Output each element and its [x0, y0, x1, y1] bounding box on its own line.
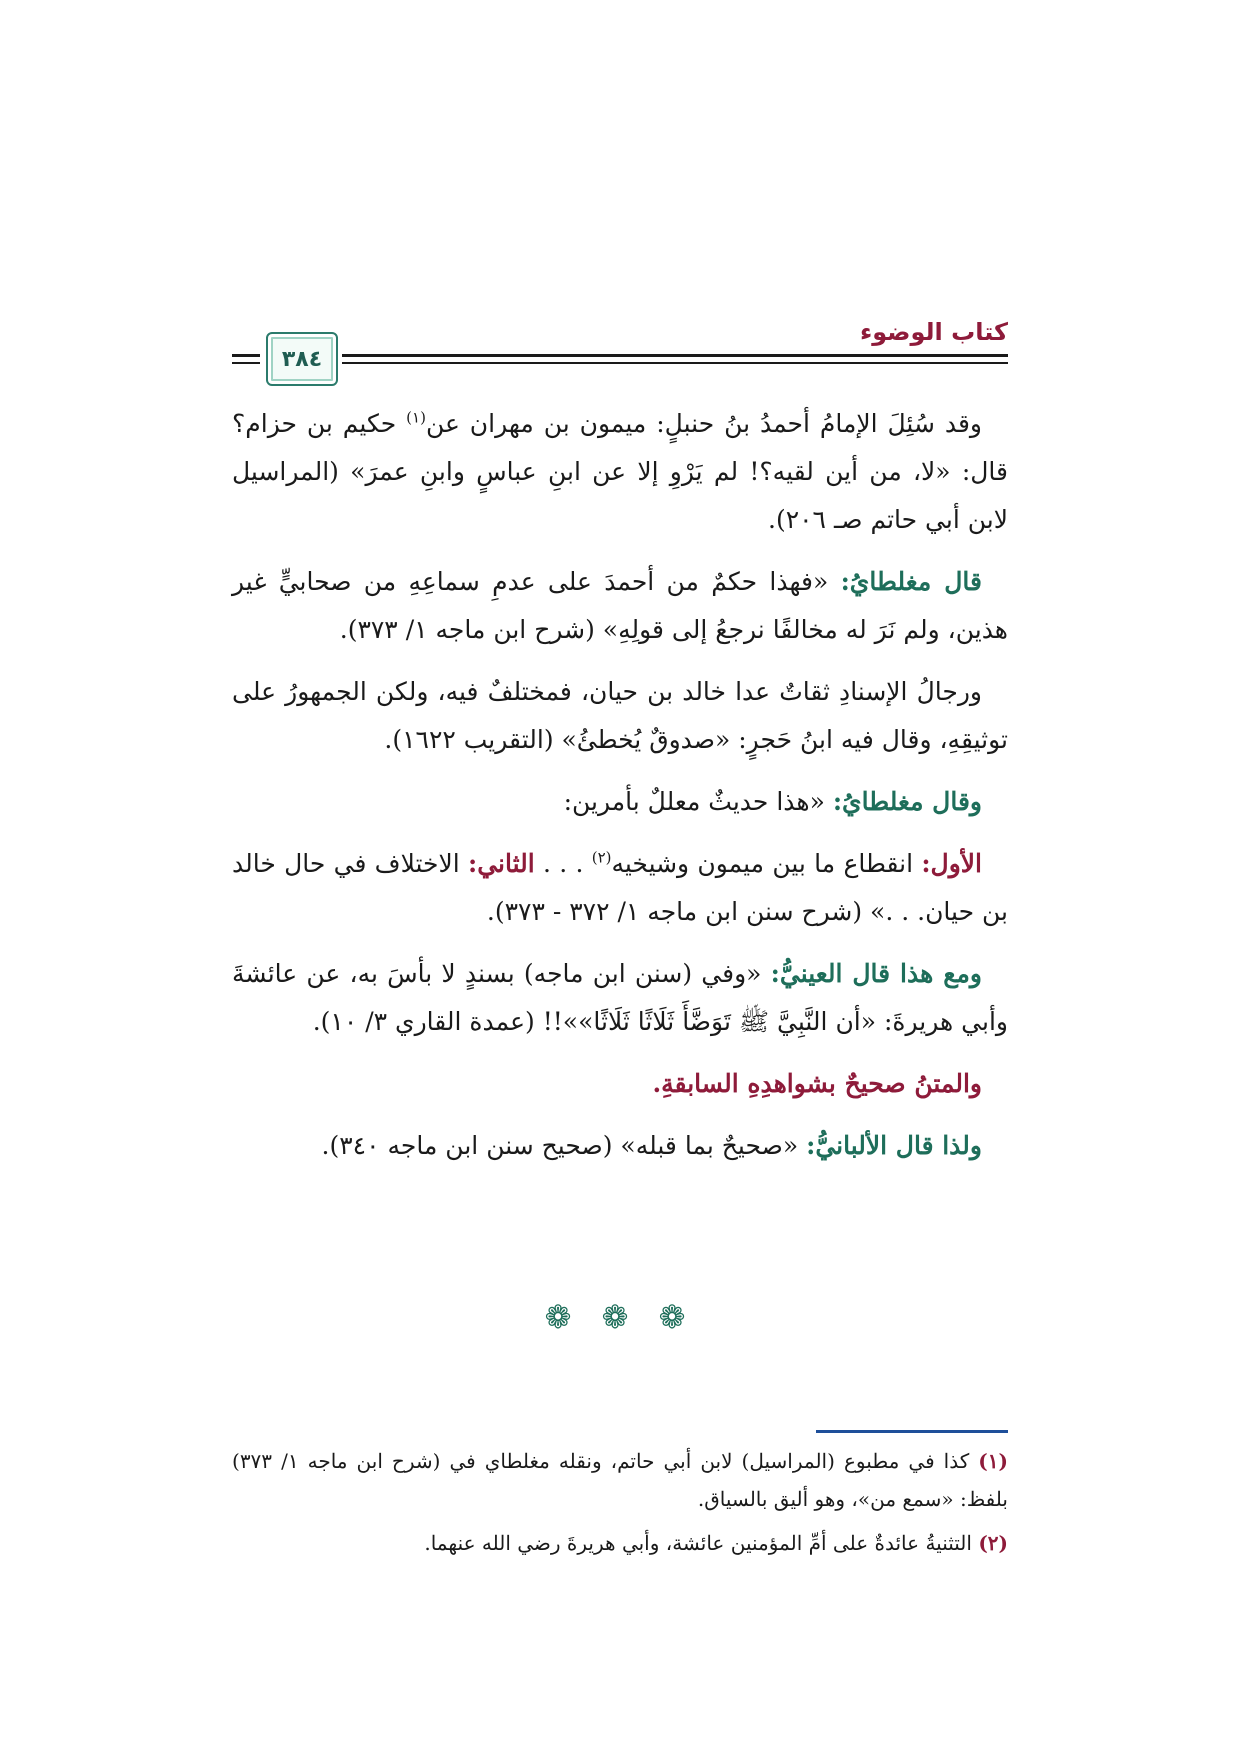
- page-number: ٣٨٤: [281, 346, 323, 372]
- footnote: [232, 1524, 1008, 1562]
- paragraph-text: انقطاع ما بين ميمون وشيخيه: [611, 849, 922, 878]
- footnote-divider: [816, 1430, 1008, 1433]
- page-header: [232, 318, 1008, 390]
- paragraph: [232, 778, 1008, 826]
- point-label: الأول:: [921, 849, 982, 878]
- paragraph-text: «صحيحٌ بما قبله» (صحيح سنن ابن ماجه ٣٤٠).: [321, 1131, 807, 1160]
- speaker-label: قال مغلطايُ:: [840, 567, 982, 596]
- paragraph: [232, 1122, 1008, 1170]
- paragraph: [232, 1060, 1008, 1108]
- paragraph-text: الاختلاف في حال خالد بن حيان. . .» (شرح سنن ابن ماجه ١/ ٣٧٢ - ٣٧٣).: [232, 849, 1008, 926]
- paragraph-text: . . .: [534, 849, 592, 878]
- speaker-label: ولذا قال الألبانيُّ:: [806, 1131, 982, 1160]
- paragraph-text: ورجالُ الإسنادِ ثقاتٌ عدا خالد بن حيان، فمختلفٌ فيه، ولكن الجمهورُ على توثيقِهِ، وقال فيه ابنُ حَجرٍ: «صدوقٌ يُخطئُ» (التقريب ١٦٢٢).: [232, 677, 1008, 754]
- header-rule: [232, 362, 260, 364]
- page-number-badge: [266, 332, 338, 386]
- footnote: [232, 1442, 1008, 1518]
- header-rule: [342, 354, 1008, 357]
- paragraph-text: حكيم بن حزام؟ قال: «لا، من أين لقيه؟! لم يَرْوِ إلا عن ابنِ عباسٍ وابنِ عمرَ» (المراسيل لابن أبي حاتم صـ ٢٠٦).: [232, 409, 1008, 534]
- conclusion-label: والمتنُ صحيحٌ بشواهدِهِ السابقةِ.: [652, 1069, 982, 1098]
- footnote-ref[interactable]: (٢): [591, 848, 612, 867]
- footnote-text: التثنيةُ عائدةٌ على أمِّ المؤمنين عائشة، وأبي هريرةَ رضي الله عنهما.: [424, 1531, 979, 1555]
- book-title: كتاب الوضوء: [859, 318, 1008, 346]
- paragraph-text: «فهذا حكمٌ من أحمدَ على عدمِ سماعِهِ من صحابيٍّ غير هذين، ولم نَرَ له مخالفًا نرجعُ إلى قولِهِ» (شرح ابن ماجه ١/ ٣٧٣).: [232, 567, 1008, 644]
- header-rule: [232, 354, 260, 357]
- paragraph: [232, 840, 1008, 936]
- main-text: [232, 400, 1008, 1184]
- paragraph: [232, 558, 1008, 654]
- footnotes: [232, 1442, 1008, 1568]
- speaker-label: ومع هذا قال العينيُّ:: [770, 959, 982, 988]
- paragraph-text: وقد سُئِلَ الإمامُ أحمدُ بنُ حنبلٍ: ميمون بن مهران عن: [425, 409, 982, 438]
- paragraph-text: «وفي (سنن ابن ماجه) بسندٍ لا بأسَ به، عن عائشةَ وأبي هريرةَ: «أن النَّبِيَّ ﷺ تَوَضَّأَ ثَلَاثًا ثَلَاثًا»»!! (عمدة القاري ٣/ ١٠).: [232, 959, 1008, 1036]
- paragraph: [232, 950, 1008, 1046]
- footnote-number: (١): [978, 1449, 1008, 1473]
- footnote-ref[interactable]: (١): [406, 408, 426, 427]
- footnote-number: (٢): [978, 1531, 1008, 1555]
- point-label: الثاني:: [467, 849, 535, 878]
- paragraph-text: «هذا حديثٌ معللٌ بأمرين:: [563, 787, 833, 816]
- paragraph: [232, 668, 1008, 764]
- header-rule: [342, 362, 1008, 364]
- speaker-label: وقال مغلطايُ:: [832, 787, 982, 816]
- flower-ornament-icon: ❁ ❁ ❁: [544, 1298, 696, 1336]
- footnote-text: كذا في مطبوع (المراسيل) لابن أبي حاتم، ونقله مغلطاي في (شرح ابن ماجه ١/ ٣٧٣) بلفظ: «سمع من»، وهو أليق بالسياق.: [232, 1449, 1008, 1511]
- paragraph: [232, 400, 1008, 544]
